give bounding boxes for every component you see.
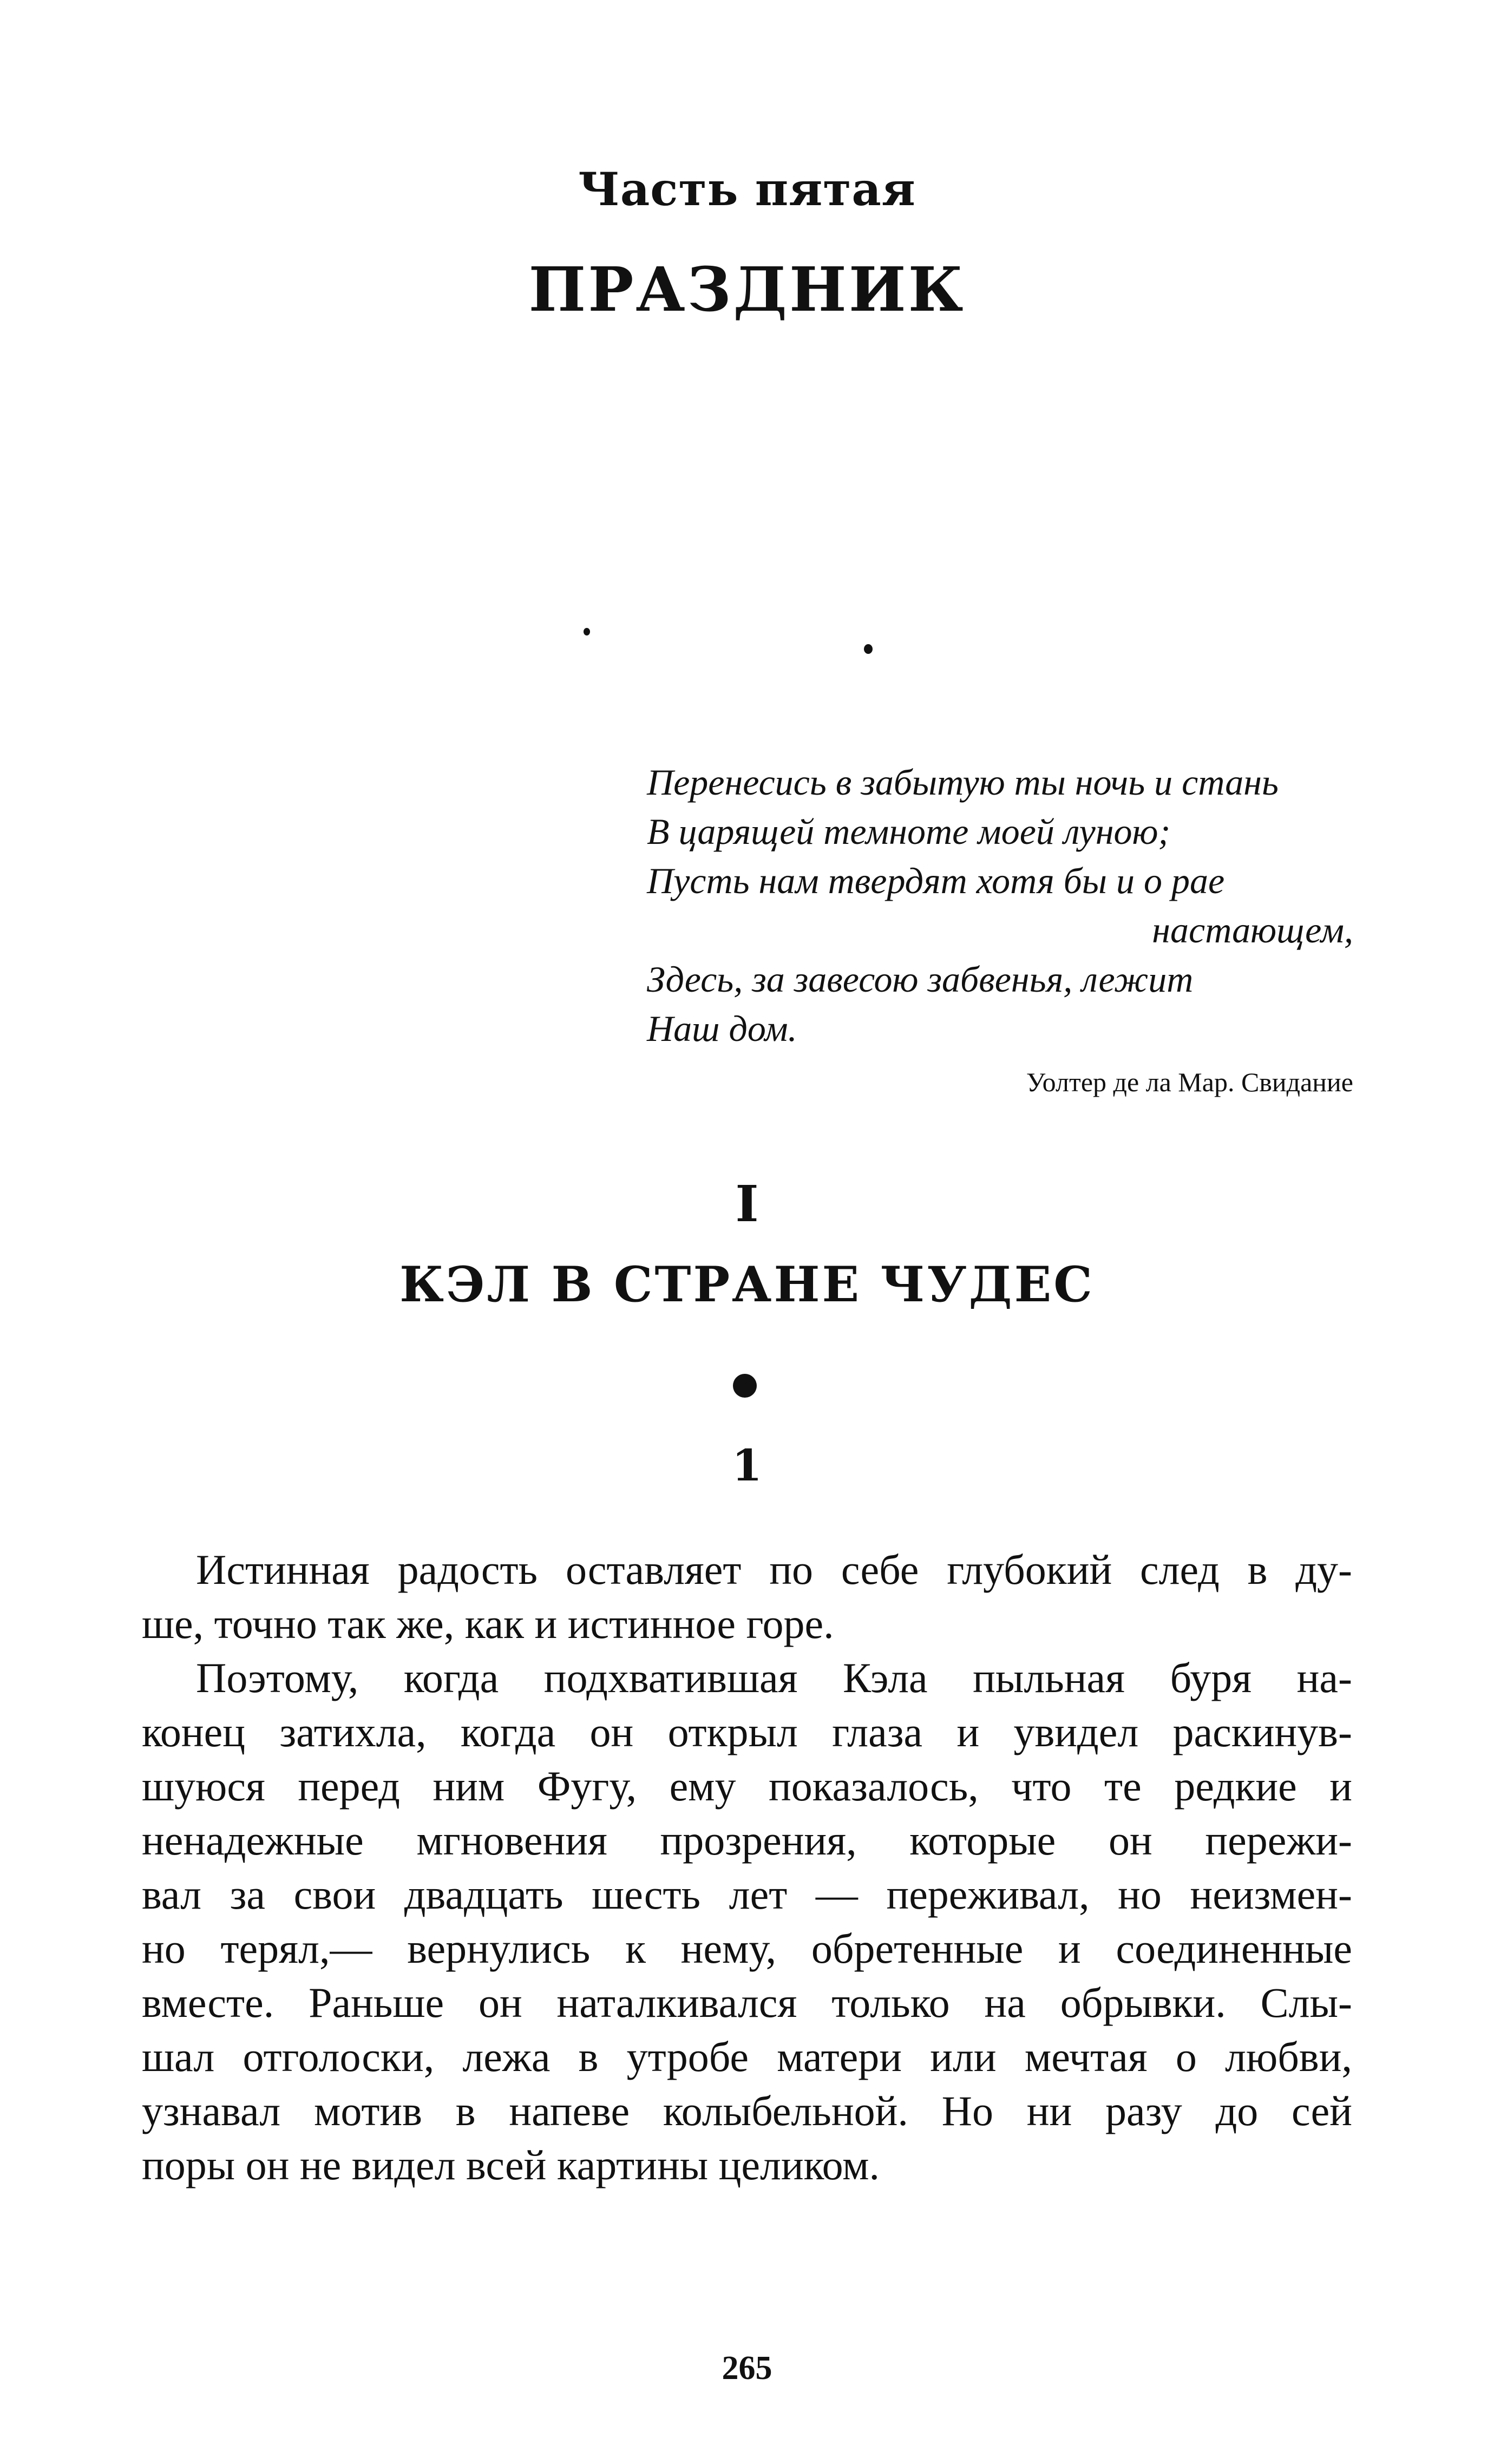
body-line: ненадежные мгновения прозрения, которые он пережи- [142,1817,1352,1864]
epigraph-line: В царящей темноте моей луною; [647,811,1171,852]
epigraph [647,758,1353,1053]
body-line: вместе. Раньше он наталкивался только на обрывки. Слы- [142,1979,1352,2026]
epigraph-line: Наш дом. [647,1008,797,1049]
body-line: конец затихла, когда он открыл глаза и увидел раскинув- [142,1708,1352,1755]
epigraph-line: настающем, [1152,909,1353,951]
section-number: 1 [732,1440,762,1491]
body-line: но терял,— вернулись к нему, обретенные и соединенные [142,1925,1352,1972]
chapter-number: I [735,1175,759,1233]
chapter-title: КЭЛ В СТРАНЕ ЧУДЕС [399,1256,1095,1313]
part-label: Часть пятая [578,162,916,216]
part-title: ПРАЗДНИК [528,254,966,325]
epigraph-line: Здесь, за завесою забвенья, лежит [647,959,1194,1000]
print-speck [584,628,590,635]
body-line: Истинная радость оставляет по себе глубокий след в ду- [196,1546,1352,1593]
print-speck [864,644,873,654]
epigraph-line: Пусть нам твердят хотя бы и о рае [647,860,1225,901]
body-text [142,1543,1352,2192]
page-number: 265 [722,2350,772,2387]
body-line: вал за свои двадцать шесть лет — переживал, но неизмен- [142,1871,1352,1918]
epigraph-line: Перенесись в забытую ты ночь и стань [647,762,1279,803]
body-line: шал отголоски, лежа в утробе матери или мечтая о любви, [142,2033,1352,2080]
body-line: поры он не видел всей картины целиком. [142,2141,880,2188]
body-line: узнавал мотив в напеве колыбельной. Но ни разу до сей [142,2087,1352,2134]
epigraph-attribution: Уолтер де ла Мар. Свидание [1026,1067,1353,1097]
body-line: Поэтому, когда подхватившая Кэла пыльная буря на- [196,1654,1352,1701]
section-bullet-icon [733,1374,757,1398]
body-line: ше, точно так же, как и истинное горе. [142,1600,834,1647]
body-line: шуюся перед ним Фугу, ему показалось, что те редкие и [142,1762,1352,1810]
